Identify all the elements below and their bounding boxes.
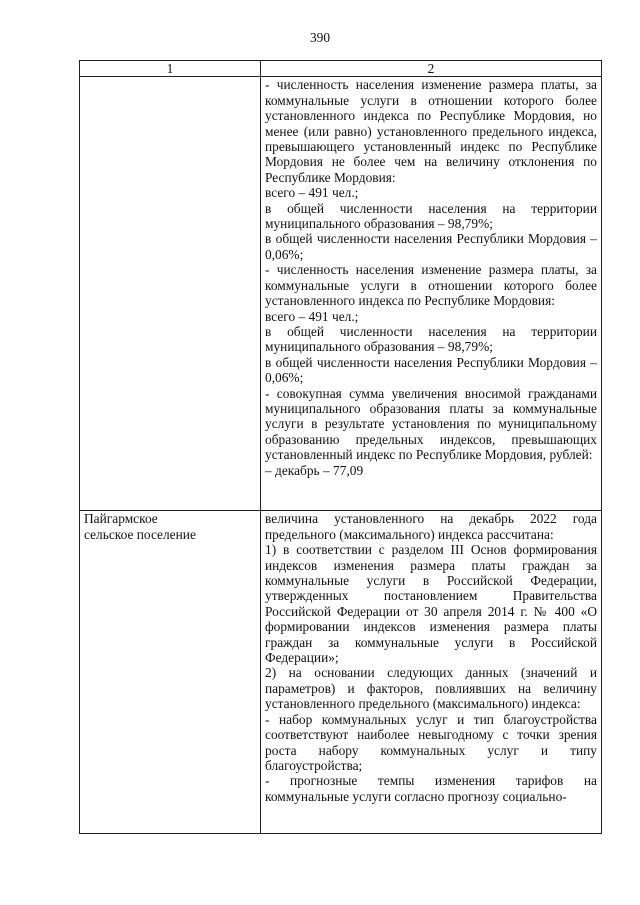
paragraph: в общей численности населения на территории муниципального образования – 98,79%; bbox=[265, 200, 597, 232]
paragraph: всего – 491 чел.; bbox=[265, 308, 359, 324]
paragraph: величина установленного на декабрь 2022 года предельного (максимального) индекса рассчитана: bbox=[265, 511, 597, 542]
paragraph: всего – 491 чел.; bbox=[265, 185, 359, 201]
table-header-row bbox=[80, 61, 602, 77]
paragraph: 1) в соответствии с разделом III Основ формирования индексов изменения размера платы граждан за коммунальные услуги в Российской Федерации, утвержденных постановлением Правительства Российской Федерации от 30 апреля 2014 г. № 400 «О формировании индексов изменения размера платы граждан за коммунальные услуги в Российской Федерации»; bbox=[265, 542, 597, 666]
paragraph: в общей численности населения Республики Мордовия – 0,06%; bbox=[265, 354, 597, 386]
municipality-name-line: Пайгармское bbox=[84, 511, 158, 527]
paragraph: - совокупная сумма увеличения вносимой гражданами муниципального образования платы за коммунальные услуги в результате установления по муниципальному образованию предельных индексов, превышающих установленный индекс по Республике Мордовия, рублей: bbox=[265, 385, 597, 463]
table-row bbox=[80, 77, 602, 511]
paragraph: - численность населения изменение размера платы, за коммунальные услуги в отношении которого более установленного индекса по Республике Мордовия: bbox=[265, 262, 597, 309]
paragraph: - набор коммунальных услуг и тип благоустройства соответствуют наиболее невыгодному с точки зрения роста набору коммунальных услуг и типу благоустройства; bbox=[265, 711, 597, 773]
paragraph: - прогнозные темпы изменения тарифов на коммунальные услуги согласно прогнозу социально- bbox=[265, 773, 597, 804]
column-header-2: 2 bbox=[261, 61, 602, 77]
data-table bbox=[79, 60, 602, 834]
details-cell bbox=[261, 511, 602, 834]
column-header-1: 1 bbox=[80, 61, 261, 77]
paragraph: 2) на основании следующих данных (значений и параметров) и факторов, повлиявших на величину установленного предельного (максимального) индекса: bbox=[265, 665, 597, 712]
paragraph: в общей численности населения Республики Мордовия – 0,06%; bbox=[265, 231, 597, 262]
municipality-name-line: сельское поселение bbox=[84, 527, 196, 543]
page-number: 390 bbox=[309, 30, 331, 45]
paragraph: - численность населения изменение размера платы, за коммунальные услуги в отношении которого более установленного индекса по Республике Мордовия, но менее (или равно) установленного предельного индекса, превышающего установленный индекс по Республике Мордовия не более чем на величину отклонения по Республике Мордовия: bbox=[265, 77, 597, 185]
paragraph: – декабрь – 77,09 bbox=[265, 462, 364, 478]
details-cell bbox=[261, 77, 602, 511]
municipality-cell bbox=[80, 511, 261, 834]
table-row bbox=[80, 511, 602, 834]
paragraph: в общей численности населения на территории муниципального образования – 98,79%; bbox=[265, 323, 597, 355]
municipality-cell bbox=[80, 77, 261, 511]
